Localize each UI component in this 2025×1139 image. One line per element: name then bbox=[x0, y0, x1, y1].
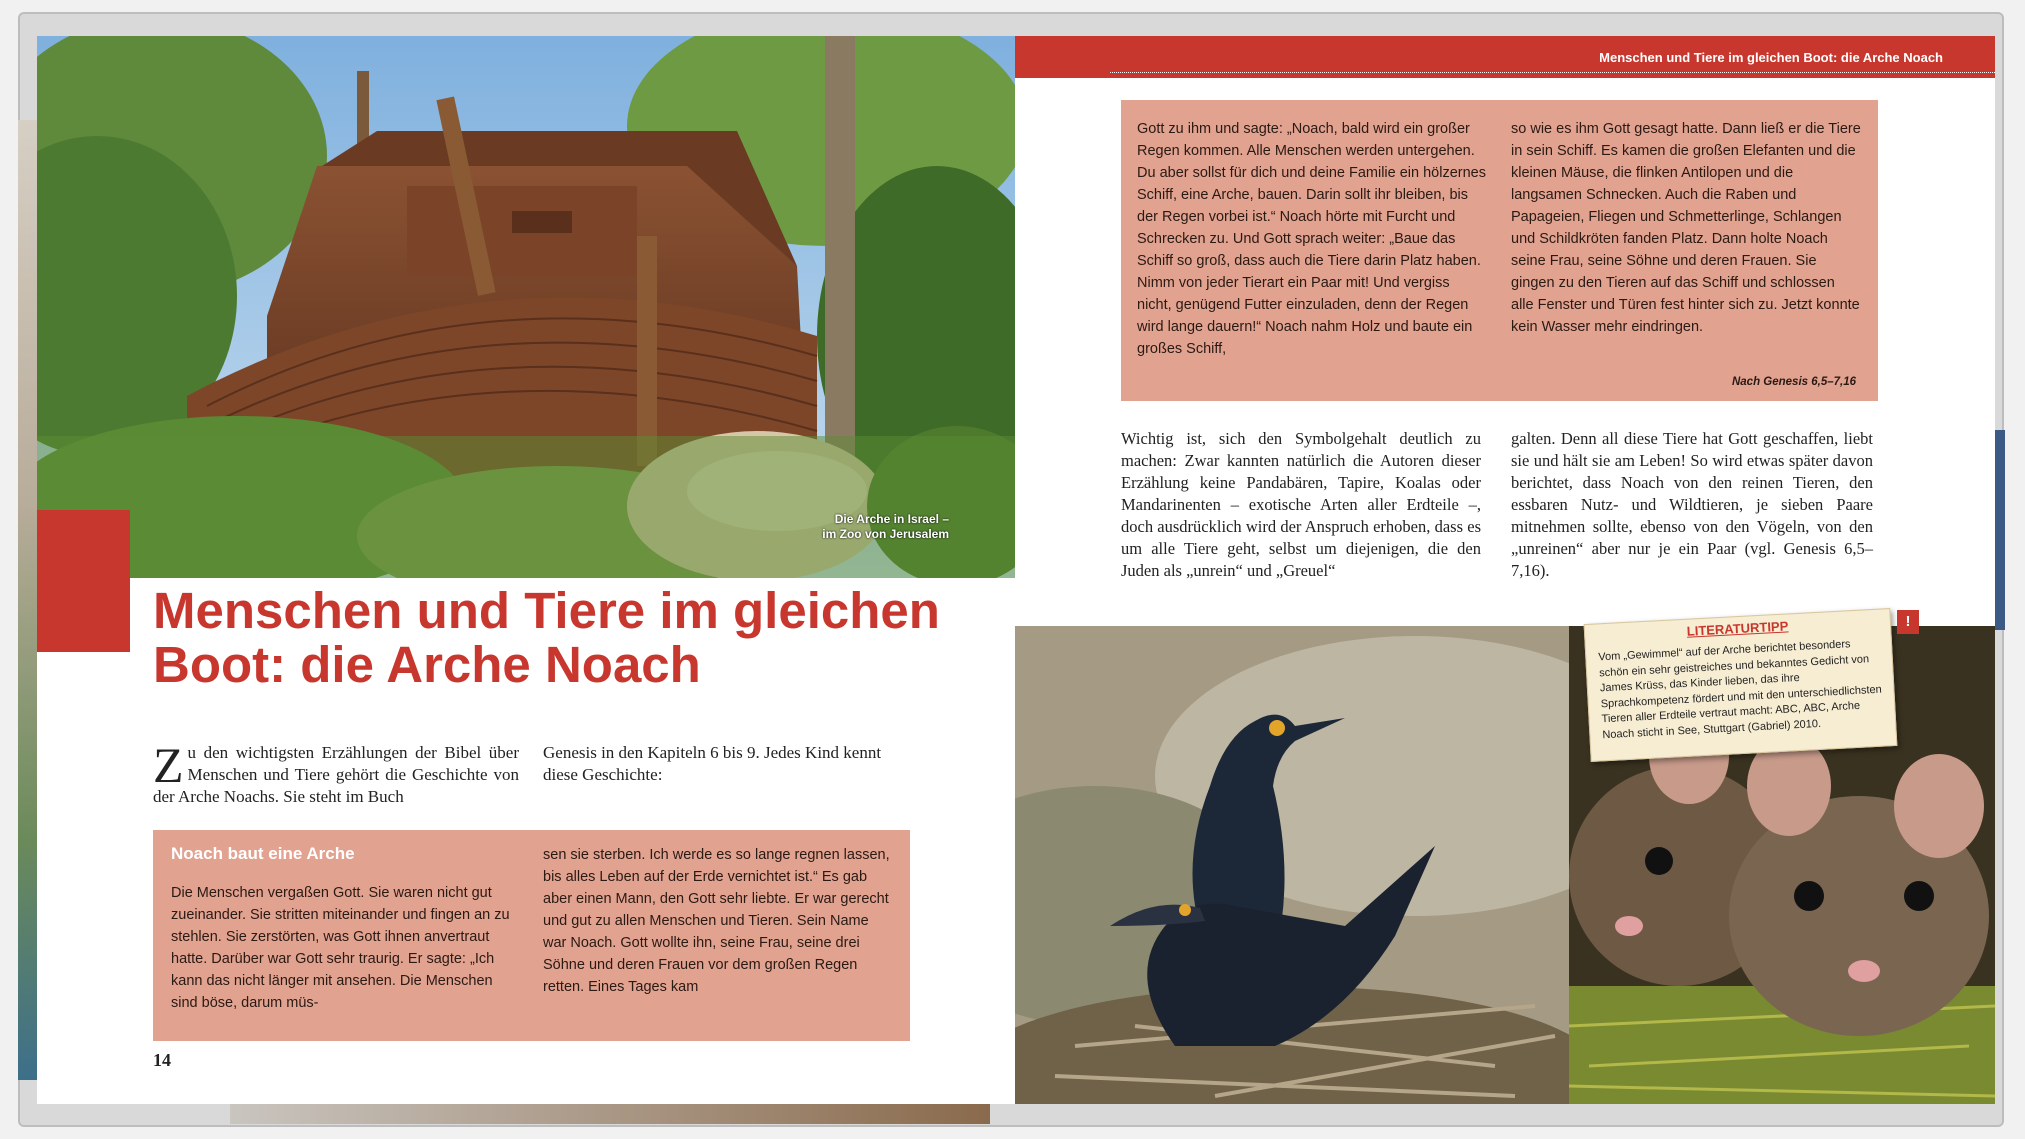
right-page bbox=[1015, 36, 1995, 1104]
ark-caption-line2: im Zoo von Jerusalem bbox=[822, 527, 949, 541]
title-line2: Boot: die Arche Noach bbox=[153, 636, 701, 693]
cormorant-illustration bbox=[1015, 626, 1569, 1104]
running-header-bar bbox=[1015, 36, 1995, 78]
story-left-col1: Die Menschen vergaßen Gott. Sie waren nicht gut zueinander. Sie stritten miteinander und fingen an zu stehlen. Sie zerstörten, was Gott ihnen anvertraut hatte. Darüber war Gott sehr traurig. Er sagte: „Ich kann das nicht länger mit ansehen. Die Menschen sind böse, darum müs- bbox=[171, 885, 510, 1011]
page-title bbox=[153, 584, 1013, 692]
story-source: Nach Genesis 6,5–7,16 bbox=[1731, 376, 1856, 388]
intro-col1 bbox=[153, 737, 519, 808]
story-right-col1: Gott zu ihm und sagte: „Noach, bald wird ein großer Regen kommen. Alle Menschen werden untergehen. Du aber sollst für dich und deine Familie ein hölzernes Schiff, eine Arche, bauen. Darin sollt ihr bleiben, bis der Regen vorbei ist.“ Noach hörte mit Furcht und Schrecken zu. Und Gott sprach weiter: „Baue das Schiff so groß, dass auch die Tiere darin Platz haben. Nimm von jeder Tierart ein Paar mit! Und vergiss nicht, genügend Futter einzuladen, denn der Regen wird lange dauern!“ Noach nahm Holz und baute ein großes Schiff, bbox=[1137, 121, 1486, 357]
intro-col1-text: u den wichtigsten Erzählungen der Bibel über Menschen und Tiere gehört die Geschichte von der Arche Noachs. Sie steht im Buch bbox=[153, 743, 519, 806]
intro-col2: Genesis in den Kapiteln 6 bis 9. Jedes Kind kennt diese Geschichte: bbox=[543, 743, 882, 784]
story-box-right bbox=[1121, 100, 1878, 401]
tip-badge: ! bbox=[1897, 610, 1919, 634]
tip-card bbox=[1584, 608, 1898, 762]
tip-label: LITERATURTIPP bbox=[1686, 618, 1789, 639]
cormorant-photo bbox=[1015, 626, 1569, 1104]
body-col1: Wichtig ist, sich den Symbolgehalt deutlich zu machen: Zwar kannten natürlich die Autoren dieser Erzählung keine Pandabären, Tapire, Koalas oder Mandarinenten – exotische Arten aller Erdteile –, doch ausdrücklich wird der Anspruch erhoben, dass es um alle Tiere geht, selbst um diejenigen, die den Juden als „unrein“ und „Greuel“ bbox=[1121, 429, 1481, 580]
intro-dropcap: Z bbox=[153, 737, 184, 793]
header-rule bbox=[1110, 72, 1995, 73]
tip-text: Vom „Gewimmel“ auf der Arche berichtet besonders schön ein sehr geistreiches und bekanntes Gedicht von James Krüss, das Kinder lieben, das ihre Sprachkompetenz fördert und mit den unterschiedlichsten Tieren aller Erdteile vertraut macht: ABC, ABC, Arche Noach sticht in See, Stuttgart (Gabriel) 2010. bbox=[1598, 638, 1883, 741]
title-accent-block bbox=[37, 510, 130, 652]
story-box-left bbox=[153, 830, 910, 1041]
ark-photo bbox=[37, 36, 1015, 578]
ark-caption-line1: Die Arche in Israel – bbox=[834, 512, 949, 526]
body-col2: galten. Denn all diese Tiere hat Gott geschaffen, liebt sie und hält sie am Leben! So wird etwas später davon berichtet, dass Noach von den reinen Tieren, den essbaren Nutz- und Wildtieren, je sieben Paare mitnehmen sollte, ebenso von den Vögeln, von den „unreinen“ aber nur je ein Paar (vgl. Genesis 6,5–7,16). bbox=[1511, 429, 1873, 580]
title-line1: Menschen und Tiere im gleichen bbox=[153, 582, 940, 639]
left-page bbox=[37, 36, 1015, 1104]
story-right-col2: so wie es ihm Gott gesagt hatte. Dann ließ er die Tiere in sein Schiff. Es kamen die großen Elefanten und die kleinen Mäuse, die flinken Antilopen und die langsamen Schnecken. Auch die Raben und Papageien, Fliegen und Schmetterlinge, Schlangen und Schildkröten fanden Platz. Dann holte Noach seine Frau, seine Söhne und deren Frauen. Sie gingen zu den Tieren auf das Schiff und schlossen alle Fenster und Türen fest hinter sich zu. Jetzt konnte kein Wasser mehr eindringen. bbox=[1511, 121, 1861, 335]
running-header: Menschen und Tiere im gleichen Boot: die Arche Noach bbox=[1599, 50, 1943, 65]
story-left-col2: sen sie sterben. Ich werde es so lange regnen lassen, bis alles Leben auf der Erde vernichtet ist.“ Es gab aber einen Mann, den Gott sehr liebte. Er war gerecht und gut zu allen Menschen und Tieren. Sein Name war Noach. Gott wollte ihn, seine Frau, seine drei Söhne und deren Frauen vor dem großen Regen retten. Eines Tages kam bbox=[543, 847, 890, 995]
page-number: 14 bbox=[153, 1050, 171, 1070]
ark-caption bbox=[822, 512, 949, 542]
ark-illustration bbox=[37, 36, 1015, 578]
story-heading: Noach baut eine Arche bbox=[171, 844, 355, 863]
